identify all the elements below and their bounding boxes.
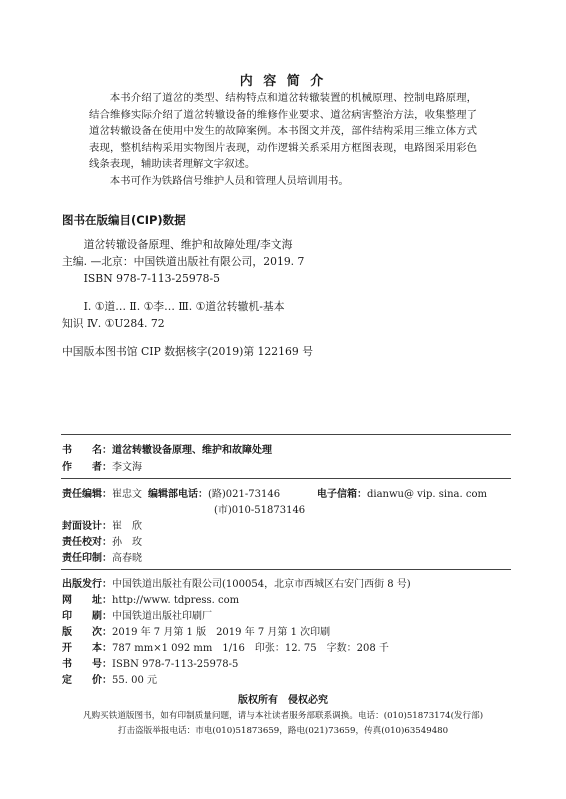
format-row [62,639,389,654]
isbn-row [62,655,238,670]
publisher-row [62,575,411,590]
website-label: 网 址： [62,595,112,606]
editor-label: 责任编辑： [62,489,112,500]
cip-line-6: 中国版本图书馆 CIP 数据核字(2019)第 122169 号 [62,345,313,358]
book-author-row [62,458,142,473]
cip-line-1: 道岔转辙设备原理、维护和故障处理/李文海 [83,238,293,251]
divider-middle-2 [61,569,511,570]
cip-heading: 图书在版编目(CIP)数据 [62,213,186,227]
editor-row [62,485,142,500]
printer-label: 印 刷： [62,611,112,622]
proofreader-label: 责任校对： [62,537,112,548]
email-value: dianwu@ vip. sina. com [367,489,487,500]
phone-value-2: (市)010-51873146 [214,505,306,516]
price-label: 定 价： [62,675,112,686]
divider-top [61,434,511,435]
isbn-value: ISBN 978-7-113-25978-5 [112,659,239,670]
footer-service-line: 凡购买铁道版图书，如有印制质量问题，请与本社读者服务部联系调换。电话：(010)51873174(发行部) [82,711,484,721]
book-title-value: 道岔转辙设备原理、维护和故障处理 [112,445,272,456]
isbn-label: 书 号： [62,659,112,670]
email-row [317,485,487,500]
divider-middle-1 [61,478,511,479]
publisher-label: 出版发行： [62,579,112,590]
format-label: 开 本： [62,643,112,654]
cip-line-2: 主编. —北京：中国铁道出版社有限公司，2019. 7 [62,255,305,268]
printer-row [62,607,212,622]
price-value: 55. 00 元 [112,675,157,686]
proofreader-value: 孙 玫 [112,537,142,548]
edition-row [62,623,330,638]
website-value: http://www. tdpress. com [112,595,240,606]
printer-value: 中国铁道出版社印刷厂 [112,611,212,622]
proofreader-row [62,533,142,548]
intro-paragraph-1: 本书介绍了道岔的类型、结构特点和道岔转辙装置的机械原理、控制电路原理，结合维修实际介绍了道岔转辙设备的维修作业要求、道岔病害整治方法，收集整理了道岔转辙设备在使用中发生的故障案例。本书图文并茂，部件结构采用三维立体方式表现，整机结构采用实物图片表现，动作逻辑关系采用方框图表现，电路图采用彩色线条表现，辅助读者理解文字叙述。 [89,92,477,170]
website-row [62,591,239,606]
edition-value: 2019 年 7 月第 1 版 2019 年 7 月第 1 次印刷 [112,627,331,638]
cover-design-row [62,517,142,532]
footer-piracy-line: 打击盗版举报电话：市电(010)51873659，路电(021)73659，传真(010)63549480 [117,726,449,736]
edition-label: 版 次： [62,627,112,638]
print-manager-row [62,549,142,564]
email-label: 电子信箱： [317,489,367,500]
phone-value-1: (路)021-73146 [208,489,281,500]
cip-line-4: Ⅰ. ①道… Ⅱ. ①李… Ⅲ. ①道岔转辙机-基本 [83,300,285,313]
book-title-row [62,441,272,456]
copyright-notice: 版权所有 侵权必究 [238,695,328,706]
cip-block [62,236,313,360]
book-author-label: 作 者： [62,462,112,473]
cip-line-3: ISBN 978-7-113-25978-5 [83,272,220,285]
phone-row [148,485,280,500]
intro-paragraph-2: 本书可作为铁路信号维护人员和管理人员培训用书。 [109,174,349,187]
intro-title: 内 容 简 介 [239,74,327,89]
cip-line-5: 知识 Ⅳ. ①U284. 72 [62,317,165,330]
cover-design-value: 崔 欣 [112,521,142,532]
book-title-label: 书 名： [62,445,112,456]
phone-label: 编辑部电话： [148,489,208,500]
book-author-value: 李文海 [112,462,142,473]
price-row [62,671,157,686]
print-manager-value: 高春晓 [112,553,142,564]
publisher-value: 中国铁道出版社有限公司(100054，北京市西城区右安门西街 8 号) [112,579,411,590]
editor-value: 崔忠文 [112,489,142,500]
intro-body [89,90,477,189]
cover-design-label: 封面设计： [62,521,112,532]
print-manager-label: 责任印制： [62,553,112,564]
format-value: 787 mm×1 092 mm 1/16 印张：12. 75 字数：208 千 [112,643,389,654]
